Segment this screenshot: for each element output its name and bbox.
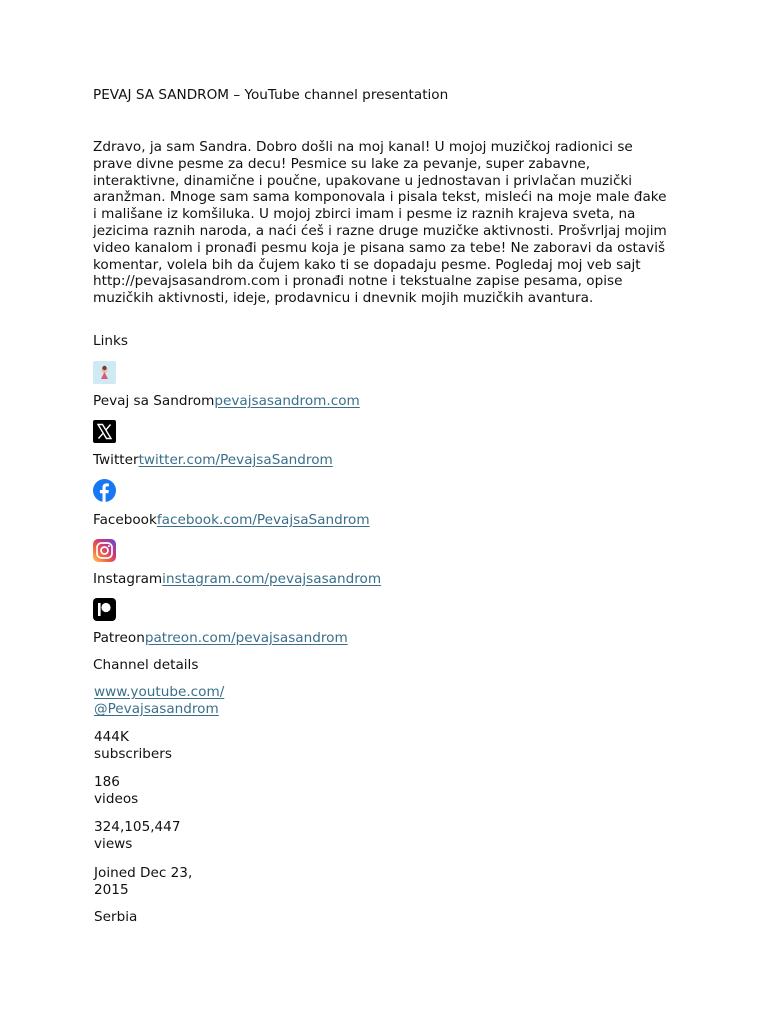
twitter-link[interactable]: twitter.com/PevajsaSandrom [138, 452, 333, 468]
link-label: Twitter [93, 452, 139, 468]
subscribers-label: subscribers [94, 746, 172, 762]
link-label: Pevaj sa Sandrom [93, 393, 215, 409]
videos-label: videos [94, 791, 139, 807]
channel-url-link[interactable] [94, 684, 224, 717]
website-link[interactable]: pevajsasandrom.com [214, 393, 360, 409]
channel-details-heading: Channel details [93, 657, 199, 673]
channel-url [94, 684, 234, 718]
views-stat [94, 819, 234, 853]
instagram-link[interactable]: instagram.com/pevajsasandrom [162, 571, 382, 587]
facebook-icon [93, 479, 116, 502]
x-twitter-icon [93, 420, 116, 443]
videos-stat [94, 774, 234, 808]
subscribers-stat [94, 729, 234, 763]
link-label: Instagram [93, 571, 163, 587]
patreon-link[interactable]: patreon.com/pevajsasandrom [144, 630, 348, 646]
site-logo-icon [93, 361, 116, 384]
channel-country: Serbia [94, 909, 138, 925]
facebook-link[interactable]: facebook.com/PevajsaSandrom [156, 512, 370, 528]
joined-line1: Joined Dec 23, [94, 865, 193, 881]
link-row-facebook [93, 512, 370, 528]
links-heading: Links [93, 333, 128, 349]
joined-date [94, 865, 234, 899]
link-label: Patreon [93, 630, 145, 646]
views-label: views [94, 836, 133, 852]
link-row-patreon [93, 630, 348, 646]
channel-url-line2: @Pevajsasandrom [94, 701, 219, 717]
link-label: Facebook [93, 512, 157, 528]
link-row-instagram [93, 571, 381, 587]
subscribers-count: 444K [94, 729, 129, 745]
joined-line2: 2015 [94, 882, 129, 898]
views-count: 324,105,447 [94, 819, 181, 835]
link-row-website [93, 393, 360, 409]
link-row-twitter [93, 452, 333, 468]
videos-count: 186 [94, 774, 120, 790]
patreon-icon [93, 598, 116, 621]
channel-description: Zdravo, ja sam Sandra. Dobro došli na moj kanal! U mojoj muzičkoj radionici se prave divne pesme za decu! Pesmice su lake za pevanje, super zabavne, interaktivne, dinamične i poučne, upakovane u jednostavan i privlačan muzički aranžman. Mnoge sam sama komponovala i pisala tekst, misleći na moje male đake i mališane iz komšiluka. U mojoj zbirci imam i pesme iz raznih krajeva sveta, na jezicima raznih naroda, a naći ćeš i razne druge muzičke aktivnosti. Prošvrljaj mojim video kanalom i pronađi pesmu koja je pisana samo za tebe! Ne zaboravi da ostaviš komentar, volela bih da čujem kako ti se dopadaju pesme. Pogledaj moj veb sajt http://pevajsasandrom.com i pronađi notne i tekstualne zapise pesama, opise muzičkih aktivnosti, ideje, prodavnicu i dnevnik mojih muzičkih avantura. [93, 139, 667, 307]
channel-url-line1: www.youtube.com/ [94, 684, 225, 700]
page-title: PEVAJ SA SANDROM – YouTube channel presentation [93, 87, 449, 103]
instagram-icon [93, 539, 116, 562]
